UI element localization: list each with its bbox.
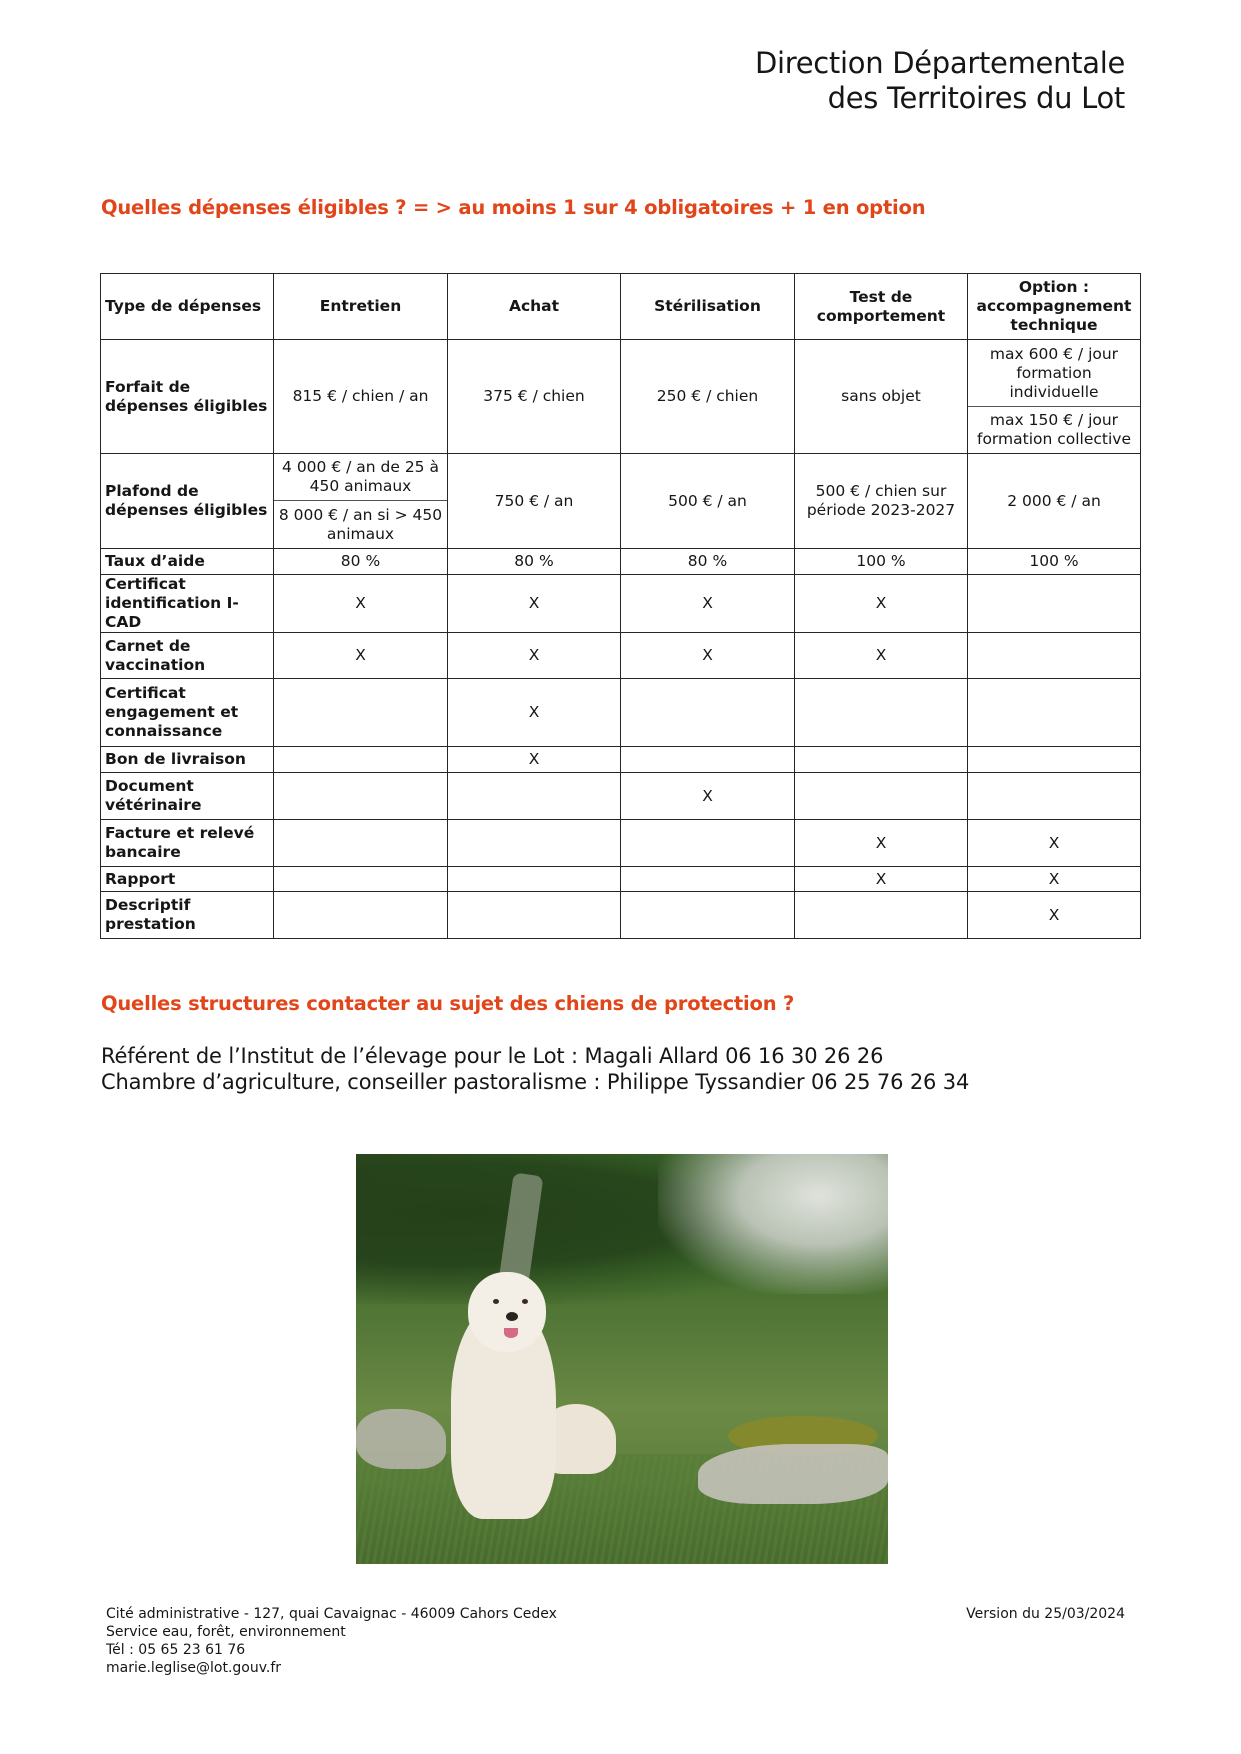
check-mark xyxy=(795,747,968,773)
table-row-plafond xyxy=(101,454,1141,549)
eligible-expenses-table xyxy=(100,273,1141,939)
table-cell: 80 % xyxy=(448,549,621,575)
dog-eye xyxy=(522,1299,528,1304)
table-cell: 250 € / chien xyxy=(621,340,795,454)
check-mark: X xyxy=(274,633,448,679)
footer-version: Version du 25/03/2024 xyxy=(966,1606,1125,1622)
check-mark: X xyxy=(448,633,621,679)
table-row-rapport xyxy=(101,867,1141,892)
row-label: Plafond de dépenses éligibles xyxy=(101,454,274,549)
check-mark xyxy=(795,679,968,747)
table-cell: 100 % xyxy=(795,549,968,575)
contact-institut-elevage: Référent de l’Institut de l’élevage pour le Lot : Magali Allard 06 16 30 26 26 xyxy=(101,1044,884,1068)
check-mark: X xyxy=(274,575,448,633)
contacts-list xyxy=(101,1043,969,1095)
column-header-test: Test de comportement xyxy=(795,274,968,340)
check-mark xyxy=(448,867,621,892)
check-mark xyxy=(968,633,1141,679)
column-header-entretien: Entretien xyxy=(274,274,448,340)
check-mark xyxy=(274,773,448,820)
dog-head xyxy=(468,1272,546,1352)
check-mark xyxy=(621,867,795,892)
footer-email[interactable]: marie.leglise@lot.gouv.fr xyxy=(106,1660,282,1676)
table-row-facture-releve xyxy=(101,820,1141,867)
dog-eye xyxy=(493,1299,499,1304)
dog-photo xyxy=(356,1154,888,1564)
document-header xyxy=(755,46,1125,116)
table-row-descriptif-prestation xyxy=(101,892,1141,939)
footer-address-block xyxy=(106,1605,557,1677)
contacts-heading: Quelles structures contacter au sujet des chiens de protection ? xyxy=(101,992,795,1015)
footer-address: Cité administrative - 127, quai Cavaignac - 46009 Cahors Cedex xyxy=(106,1606,557,1622)
row-label: Facture et relevé bancaire xyxy=(101,820,274,867)
table-cell: sans objet xyxy=(795,340,968,454)
check-mark xyxy=(621,892,795,939)
check-mark xyxy=(968,747,1141,773)
check-mark xyxy=(448,773,621,820)
check-mark xyxy=(795,892,968,939)
row-label: Descriptif prestation xyxy=(101,892,274,939)
table-row-forfait xyxy=(101,340,1141,454)
check-mark xyxy=(274,679,448,747)
contact-chambre-agriculture: Chambre d’agriculture, conseiller pastoralisme : Philippe Tyssandier 06 25 76 26 34 xyxy=(101,1070,970,1094)
table-subcell: 8 000 € / an si > 450 animaux xyxy=(274,500,447,548)
check-mark: X xyxy=(621,633,795,679)
column-header-achat: Achat xyxy=(448,274,621,340)
check-mark xyxy=(795,773,968,820)
check-mark: X xyxy=(448,747,621,773)
table-subcell: 4 000 € / an de 25 à 450 animaux xyxy=(282,458,439,495)
footer-service: Service eau, forêt, environnement xyxy=(106,1624,346,1640)
row-label: Rapport xyxy=(101,867,274,892)
table-cell: 80 % xyxy=(274,549,448,575)
row-label: Document vétérinaire xyxy=(101,773,274,820)
table-header-row xyxy=(101,274,1141,340)
check-mark: X xyxy=(968,820,1141,867)
dog-nose xyxy=(506,1312,518,1321)
footer-phone: Tél : 05 65 23 61 76 xyxy=(106,1642,246,1658)
check-mark: X xyxy=(621,773,795,820)
check-mark: X xyxy=(795,820,968,867)
row-label: Certificat engagement et connaissance xyxy=(101,679,274,747)
table-row-certificat-engagement xyxy=(101,679,1141,747)
column-header-type: Type de dépenses xyxy=(101,274,274,340)
check-mark xyxy=(274,867,448,892)
table-cell: 375 € / chien xyxy=(448,340,621,454)
check-mark xyxy=(274,820,448,867)
table-row-document-veterinaire xyxy=(101,773,1141,820)
photo-sky xyxy=(658,1154,888,1294)
table-row-bon-livraison xyxy=(101,747,1141,773)
check-mark xyxy=(448,820,621,867)
check-mark xyxy=(968,679,1141,747)
check-mark: X xyxy=(795,633,968,679)
table-cell-split xyxy=(968,340,1141,454)
check-mark xyxy=(621,820,795,867)
check-mark: X xyxy=(968,867,1141,892)
check-mark: X xyxy=(621,575,795,633)
eligible-expenses-heading: Quelles dépenses éligibles ? = > au moins 1 sur 4 obligatoires + 1 en option xyxy=(101,196,926,219)
check-mark xyxy=(274,892,448,939)
table-cell-split xyxy=(274,454,448,549)
row-label: Forfait de dépenses éligibles xyxy=(101,340,274,454)
table-subcell: max 150 € / jour formation collective xyxy=(968,406,1140,453)
column-header-option: Option : accompagnement technique xyxy=(968,274,1141,340)
row-label: Taux d’aide xyxy=(101,549,274,575)
check-mark xyxy=(968,575,1141,633)
check-mark xyxy=(621,679,795,747)
check-mark xyxy=(448,892,621,939)
header-title-line2: des Territoires du Lot xyxy=(827,81,1125,115)
table-subcell: max 600 € / jour formation individuelle xyxy=(989,344,1119,401)
check-mark: X xyxy=(795,575,968,633)
column-header-sterilisation: Stérilisation xyxy=(621,274,795,340)
check-mark: X xyxy=(448,679,621,747)
check-mark: X xyxy=(968,892,1141,939)
row-label: Bon de livraison xyxy=(101,747,274,773)
table-cell: 80 % xyxy=(621,549,795,575)
row-label: Certificat identification I-CAD xyxy=(101,575,274,633)
table-cell: 2 000 € / an xyxy=(968,454,1141,549)
check-mark xyxy=(274,747,448,773)
table-cell: 750 € / an xyxy=(448,454,621,549)
check-mark: X xyxy=(448,575,621,633)
check-mark xyxy=(621,747,795,773)
header-title-line1: Direction Départementale xyxy=(754,46,1125,80)
table-row-carnet-vaccination xyxy=(101,633,1141,679)
check-mark xyxy=(968,773,1141,820)
table-cell: 500 € / an xyxy=(621,454,795,549)
table-cell: 815 € / chien / an xyxy=(274,340,448,454)
dog-tongue xyxy=(504,1328,518,1338)
table-cell: 500 € / chien sur période 2023-2027 xyxy=(795,454,968,549)
table-row-certificat-icad xyxy=(101,575,1141,633)
photo-rock xyxy=(698,1444,888,1504)
table-cell: 100 % xyxy=(968,549,1141,575)
table-row-taux xyxy=(101,549,1141,575)
row-label: Carnet de vaccination xyxy=(101,633,274,679)
check-mark: X xyxy=(795,867,968,892)
photo-rock xyxy=(356,1409,446,1469)
